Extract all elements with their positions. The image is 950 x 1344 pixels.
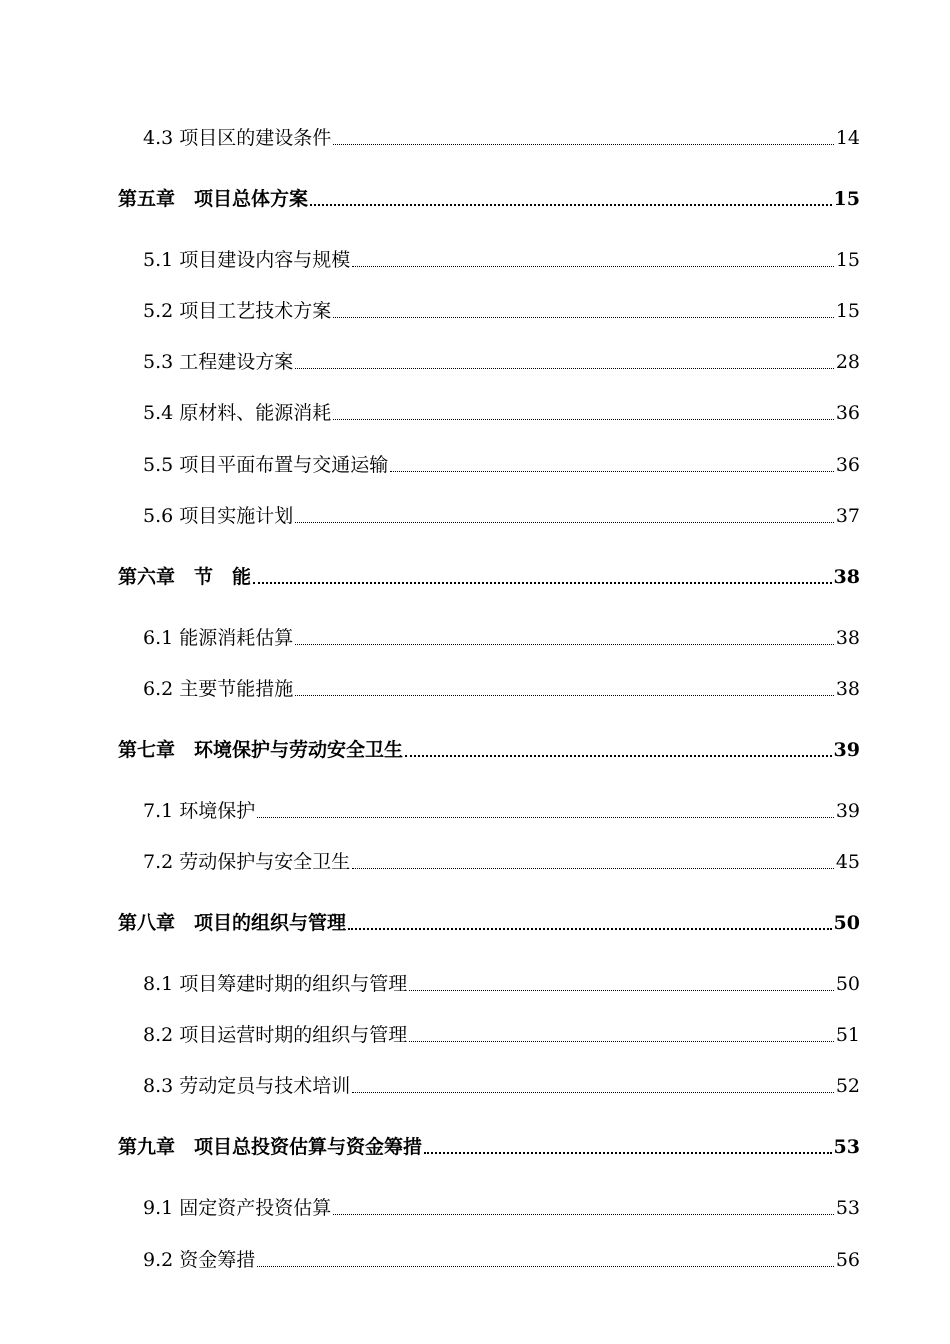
toc-entry-5-6[interactable] <box>143 496 860 526</box>
toc-entry-title: 5.5 项目平面布置与交通运输 <box>143 454 389 475</box>
toc-entry-title: 5.6 项目实施计划 <box>143 505 294 526</box>
dot-leader <box>257 816 834 818</box>
dot-leader <box>295 643 834 645</box>
toc-entry-page: 28 <box>835 351 860 372</box>
toc-entry-page: 52 <box>835 1075 860 1096</box>
toc-entry-page: 37 <box>835 505 860 526</box>
dot-leader <box>333 1213 834 1215</box>
toc-entry-title: 8.2 项目运营时期的组织与管理 <box>143 1024 408 1045</box>
toc-entry-9-1[interactable] <box>143 1188 860 1218</box>
toc-entry-title: 8.3 劳动定员与技术培训 <box>143 1075 351 1096</box>
dot-leader <box>409 1040 834 1042</box>
toc-entry-title: 9.2 资金筹措 <box>143 1249 256 1270</box>
toc-entry-page: 53 <box>835 1197 860 1218</box>
toc-entry-5-4[interactable] <box>143 393 860 423</box>
toc-entry-title: 5.1 项目建设内容与规模 <box>143 249 351 270</box>
toc-entry-8-2[interactable] <box>143 1015 860 1045</box>
toc-entry-title: 7.1 环境保护 <box>143 800 256 821</box>
toc-entry-5-3[interactable] <box>143 342 860 372</box>
toc-entry-7-1[interactable] <box>143 791 860 821</box>
dot-leader <box>348 927 832 930</box>
toc-entry-title: 5.3 工程建设方案 <box>143 351 294 372</box>
toc-entry-page: 38 <box>835 678 860 699</box>
toc-entry-5-2[interactable] <box>143 291 860 321</box>
toc-entry-title: 8.1 项目筹建时期的组织与管理 <box>143 973 408 994</box>
toc-chapter-title: 第七章 环境保护与劳动安全卫生 <box>118 739 404 760</box>
toc-entry-4-3[interactable] <box>143 118 860 148</box>
toc-chapter-9[interactable] <box>118 1127 860 1157</box>
toc-chapter-title: 第五章 项目总体方案 <box>118 188 309 209</box>
dot-leader <box>424 1151 832 1154</box>
toc-entry-page: 36 <box>835 454 860 475</box>
toc-chapter-5[interactable] <box>118 179 860 209</box>
toc-chapter-page: 39 <box>833 739 860 760</box>
toc-entry-6-1[interactable] <box>143 618 860 648</box>
toc-chapter-page: 15 <box>833 188 860 209</box>
dot-leader <box>352 265 834 267</box>
toc-entry-page: 36 <box>835 402 860 423</box>
toc-entry-title: 6.2 主要节能措施 <box>143 678 294 699</box>
toc-chapter-page: 38 <box>833 566 860 587</box>
toc-entry-page: 14 <box>835 127 860 148</box>
dot-leader <box>333 316 834 318</box>
dot-leader <box>333 143 834 145</box>
toc-entry-title: 5.4 原材料、能源消耗 <box>143 402 332 423</box>
dot-leader <box>295 521 834 523</box>
toc-entry-page: 56 <box>835 1249 860 1270</box>
toc-chapter-title: 第八章 项目的组织与管理 <box>118 912 347 933</box>
toc-entry-6-2[interactable] <box>143 669 860 699</box>
toc-chapter-7[interactable] <box>118 730 860 760</box>
toc-entry-5-5[interactable] <box>143 445 860 475</box>
toc-entry-9-2[interactable] <box>143 1240 860 1270</box>
toc-entry-5-1[interactable] <box>143 240 860 270</box>
toc-entry-title: 4.3 项目区的建设条件 <box>143 127 332 148</box>
toc-chapter-title: 第九章 项目总投资估算与资金筹措 <box>118 1136 423 1157</box>
toc-entry-page: 15 <box>835 300 860 321</box>
dot-leader <box>409 989 834 991</box>
toc-entry-7-2[interactable] <box>143 842 860 872</box>
toc-chapter-page: 53 <box>833 1136 860 1157</box>
toc-entry-title: 7.2 劳动保护与安全卫生 <box>143 851 351 872</box>
toc-entry-8-1[interactable] <box>143 964 860 994</box>
toc-entry-title: 6.1 能源消耗估算 <box>143 627 294 648</box>
toc-chapter-title: 第六章 节 能 <box>118 566 252 587</box>
toc-chapter-6[interactable] <box>118 557 860 587</box>
dot-leader <box>253 581 832 584</box>
toc-entry-page: 45 <box>835 851 860 872</box>
dot-leader <box>310 203 832 206</box>
toc-entry-page: 15 <box>835 249 860 270</box>
dot-leader <box>257 1265 834 1267</box>
toc-entry-title: 5.2 项目工艺技术方案 <box>143 300 332 321</box>
toc-entry-page: 50 <box>835 973 860 994</box>
toc-entry-8-3[interactable] <box>143 1066 860 1096</box>
toc-entry-page: 51 <box>835 1024 860 1045</box>
toc-entry-title: 9.1 固定资产投资估算 <box>143 1197 332 1218</box>
toc-chapter-page: 50 <box>833 912 860 933</box>
dot-leader <box>295 367 834 369</box>
dot-leader <box>295 694 834 696</box>
dot-leader <box>390 470 834 472</box>
toc-entry-page: 39 <box>835 800 860 821</box>
dot-leader <box>333 418 834 420</box>
toc-chapter-8[interactable] <box>118 903 860 933</box>
dot-leader <box>405 754 832 757</box>
dot-leader <box>352 1091 834 1093</box>
toc-entry-page: 38 <box>835 627 860 648</box>
dot-leader <box>352 867 834 869</box>
